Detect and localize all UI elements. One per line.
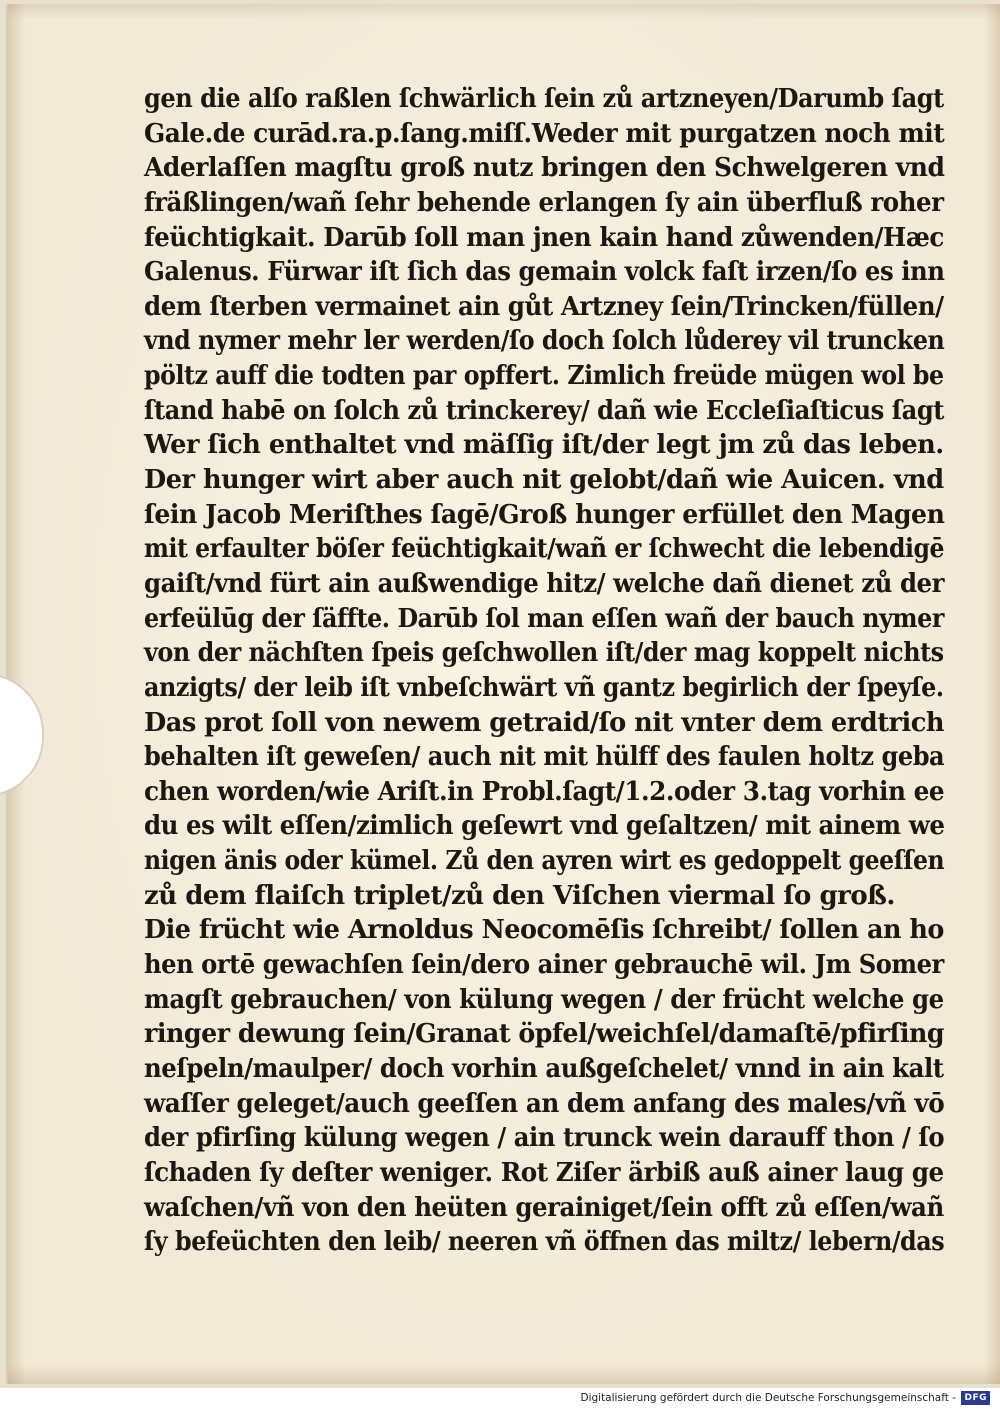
text-line: feüchtigkait. Darūb ſoll man jnen kain hand zůwenden/Hæc (144, 222, 944, 253)
text-line: Das prot ſoll von newem getraid/ſo nit vnter dem erdtrich (144, 707, 945, 738)
text-line: pöltz auff die todten par opffert. Zimlich freüde mügen wol be (144, 361, 944, 392)
text-line: chen worden/wie Ariſt.in Probl.ſagt/1.2.oder 3.tag vorhin ee (144, 776, 945, 807)
text-line: Aderlaſſen magſtu groß nutz bringen den Schwelgeren vnd (144, 153, 945, 184)
text-line: du es wilt eſſen/zimlich geſewrt vnd geſaltzen/ mit ainem we (144, 811, 945, 842)
text-line: behalten iſt geweſen/ auch nit mit hülff des faulen holtz geba (144, 742, 945, 773)
text-line: Gale.de curād.ra.p.ſang.miſſ.Weder mit purgatzen noch mit (144, 118, 945, 149)
funding-credit: Digitalisierung gefördert durch die Deutsche Forschungsgemeinschaft - (580, 1392, 956, 1404)
text-line: der pfirſing külung wegen / ain trunck wein darauff thon / ſo (144, 1123, 945, 1154)
text-line: erfeülūg der ſäffte. Darūb ſol man eſſen wañ der bauch nymer (144, 603, 944, 634)
text-line: Galenus. Fürwar iſt ſich das gemain volck faſt irzen/ſo es inn (144, 257, 945, 288)
text-line: gaiſt/vnd fürt ain außwendige hitz/ welche dañ dienet zů der (144, 568, 945, 599)
text-line: ſein Jacob Meriſthes ſagē/Groß hunger erfüllet den Magen (144, 499, 945, 530)
page-text-block (144, 82, 944, 1260)
dfg-logo: DFG (961, 1391, 990, 1405)
text-line: anzigts/ der leib iſt vnbeſchwärt vñ gantz begirlich der ſpeyſe. (144, 672, 944, 703)
text-line: nigen änis oder kümel. Zů den ayren wirt es gedoppelt geeſſen (144, 846, 945, 877)
text-line: neſpeln/maulper/ doch vorhin außgeſchelet/ vnnd in ain kalt (144, 1053, 944, 1084)
text-line: ſy befeüchten den leib/ neeren vñ öffnen das miltz/ lebern/das (144, 1227, 945, 1258)
book-page (6, 4, 1000, 1384)
text-line: ſtand habē on ſolch zů trinckerey/ dañ wie Eccleſiaſticus ſagt (144, 395, 945, 426)
text-line: fräßlingen/wañ ſehr behende erlangen ſy ain überfluß roher (144, 187, 944, 218)
text-line: magſt gebrauchen/ von külung wegen / der frücht welche ge (144, 984, 944, 1015)
text-line: waſſer geleget/auch geeſſen an dem anfang des males/vñ vō (144, 1088, 945, 1119)
text-line: Wer ſich enthaltet vnd mäſſig iſt/der legt jm zů das leben. (144, 430, 944, 461)
text-line: zů dem flaiſch triplet/zů den Viſchen viermal ſo groß. (144, 880, 895, 911)
text-line: Die frücht wie Arnoldus Neocomēſis ſchreibt/ ſollen an ho (144, 915, 944, 946)
text-line: dem ſterben vermainet ain gůt Artzney ſein/Trincken/füllen/ (144, 291, 944, 322)
text-line: ringer dewung ſein/Granat öpfel/weichſel/damaſtē/pfirſing (144, 1019, 945, 1050)
text-line: waſchen/vñ von den heüten gerainiget/ſein offt zů eſſen/wañ (144, 1192, 944, 1223)
text-line: Der hunger wirt aber auch nit gelobt/dañ wie Auicen. vnd (144, 465, 944, 496)
footer-bar (0, 1388, 1000, 1409)
text-line: mit erfaulter böſer feüchtigkait/wañ er ſchwecht die lebendigē (144, 534, 945, 565)
text-line: vnd nymer mehr ler werden/ſo doch ſolch lůderey vil truncken (144, 326, 945, 357)
text-line: hen ortē gewachſen ſein/dero ainer gebrauchē wil. Jm Somer (144, 950, 944, 981)
text-line: gen die alſo raßlen ſchwärlich ſein zů artzneyen/Darumb ſagt (144, 84, 944, 114)
text-line: ſchaden ſy deſter weniger. Rot Ziſer ärbiß auß ainer laug ge (144, 1157, 944, 1188)
text-line: von der nächſten ſpeis geſchwollen iſt/der mag koppelt nichts (144, 638, 944, 669)
